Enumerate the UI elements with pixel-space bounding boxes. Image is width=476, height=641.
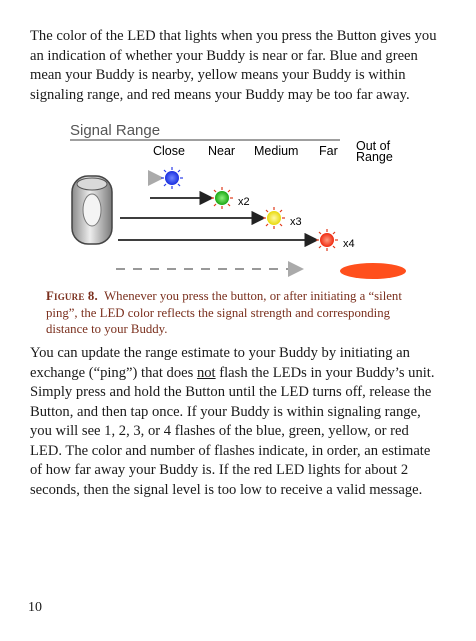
out-of-range-glow [340,263,406,279]
ping-paragraph [30,344,440,500]
buddy-device-icon [72,176,112,244]
figure-caption [46,288,426,338]
caption-text: Whenever you press the button, or after initiating a “silent ping”, the LED color reflects the signal strength and corresponding distance to your Buddy. [46,289,402,336]
blue-led-icon [161,167,183,189]
figure-title: Signal Range [70,122,161,139]
header-range: Range [356,150,393,164]
red-led-icon [316,229,338,251]
header-near: Near [208,144,236,158]
flash-count-red: x4 [343,238,355,250]
caption-label: Figure 8. [46,289,98,303]
header-out-of: Out of [356,139,391,153]
header-far: Far [319,144,338,158]
ping-text-1: You can update the range estimate to your Buddy by initiating an exchange (“ping”) that does [30,345,410,381]
signal-range-figure [40,118,440,288]
intro-paragraph: The color of the LED that lights when you press the Button gives you an indication of whether your Buddy is near or far. Blue and green mean your Buddy is nearby, yellow means your Buddy is within signaling range, and red means your Buddy may be too far away. [30,28,437,103]
green-led-icon [211,187,233,209]
ping-text-2: flash the LEDs in your Buddy’s unit. Simply press and hold the Button until the LED turns off, release the Button, and then tap once. If your Buddy is within signaling range, you will see 1, 2, 3, or 4 flashes of the blue, green, yellow, or red LED. The color and number of flashes indicate, in order, an estimate of how far away your Buddy is. If the red LED lights for about 2 seconds, then the signal level is too low to receive a valid message. [30,364,435,498]
header-close: Close [153,144,185,158]
ping-underlined-word: not [196,364,216,381]
yellow-led-icon [263,207,285,229]
flash-count-green: x2 [238,196,250,208]
page-number: 10 [28,600,42,615]
header-medium: Medium [254,144,299,158]
flash-count-yellow: x3 [290,216,302,228]
